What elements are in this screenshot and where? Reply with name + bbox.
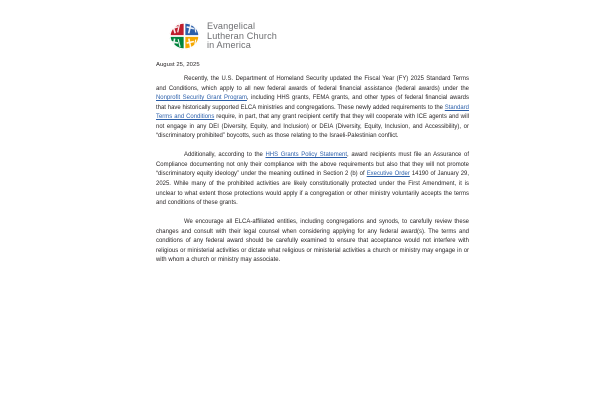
paragraph-3: We encourage all ELCA-affiliated entities, including congregations and synods, to carefully review these changes and consult with their legal counsel when considering applying for any federal award(s). The terms and conditions of any federal award should be carefully examined to ensure that acceptance would not interfere with religious or ministerial activities or dictate what religious or ministerial activities a church or ministry may engage in or with whom a church or ministry may associate.	[156, 219, 469, 264]
elca-cross-quadrant-logo-icon	[169, 22, 200, 50]
paragraph-2: Additionally, according to the HHS Grants Policy Statement, award recipients must file an Assurance of Compliance documenting not only their compliance with the above requirements but also that they will not promote “discriminatory equity ideology” under the meaning outlined in Section 2 (b) of Executive Order 14190 of January 29, 2025. While many of the prohibited activities are likely constitutionally protected under the First Amendment, it is unclear to what extent those protections would apply if a congregation or other ministry voluntarily accepts the terms and conditions of these grants.	[156, 152, 469, 207]
letter-body	[156, 75, 469, 266]
document-link-1[interactable]: Nonprofit Security Grant Program	[156, 95, 247, 102]
paragraph-1: Recently, the U.S. Department of Homeland Security updated the Fiscal Year (FY) 2025 Standard Terms and Conditions, which apply to all new federal awards of federal financial assistance (federal awards) under the Nonprofit Security Grant Program, including HHS grants, FEMA grants, and other types of federal financial awards that have historically supported ELCA ministries and congregations. These newly added requirements to the Standard Terms and Conditions require, in part, that any grant recipient certify that they will cooperate with ICE agents and will not engage in any DEI (Diversity, Equity, and Inclusion) or DEIA (Diversity, Equity, Inclusion, and Accessibility), or “discriminatory prohibited” boycotts, such as those relating to the Israeli-Palestinian conflict.	[156, 76, 469, 140]
document-link-1[interactable]: HHS Grants Policy Statement	[265, 152, 348, 159]
wordmark-line-2: Lutheran Church	[207, 30, 277, 41]
document-link-2[interactable]: Standard Terms and Conditions	[156, 104, 469, 121]
letterhead	[169, 22, 277, 51]
wordmark-line-3: in America	[207, 40, 251, 51]
letter-date: August 25, 2025	[156, 62, 200, 68]
document-link-2[interactable]: Executive Order	[366, 171, 410, 178]
elca-wordmark	[207, 22, 277, 51]
wordmark-line-1: Evangelical	[207, 21, 256, 31]
